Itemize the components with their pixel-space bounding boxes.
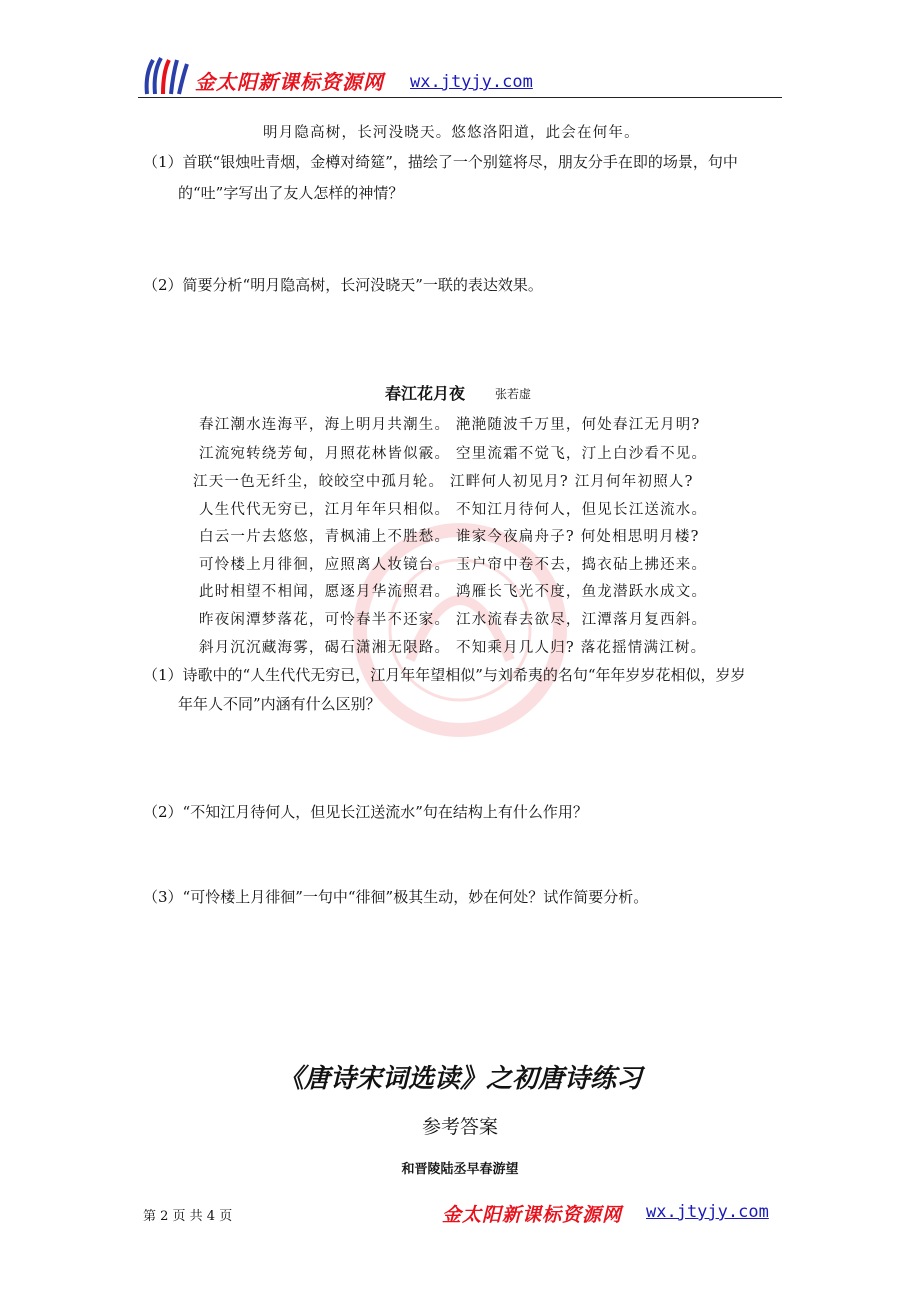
logo-icon — [143, 54, 191, 100]
poem2-line: 江流宛转绕芳甸，月照花林皆似霰。 空里流霜不觉飞，汀上白沙看不见。 — [199, 446, 708, 462]
poem1-last-line: 明月隐高树，长河没晓天。悠悠洛阳道，此会在何年。 — [263, 125, 640, 141]
footer-brand: 金太阳新课标资源网 — [442, 1204, 623, 1226]
poem2-line: 此时相望不相闻，愿逐月华流照君。 鸿雁长飞光不度，鱼龙潜跃水成文。 — [199, 584, 708, 600]
poem1-question-1-line1: （1）首联“银烛吐青烟，金樽对绮筵”，描绘了一个别筵将尽，朋友分手在即的场景，句中 — [143, 153, 738, 171]
poem2-question-3: （3）“可怜楼上月徘徊”一句中“徘徊”极其生动，妙在何处？试作简要分析。 — [143, 888, 649, 906]
poem2-line: 人生代代无穷已，江月年年只相似。 不知江月待何人，但见长江送流水。 — [199, 502, 708, 518]
header-divider — [138, 97, 782, 98]
poem2-question-1-line1: （1）诗歌中的“人生代代无穷已，江月年年望相似”与刘希夷的名句“年年岁岁花相似，岁岁 — [143, 666, 746, 684]
footer-site-link[interactable]: wx.jtyjy.com — [646, 1202, 769, 1222]
poem2-line: 江天一色无纤尘，皎皎空中孤月轮。 江畔何人初见月? 江月何年初照人? — [193, 474, 694, 490]
poem2-line: 斜月沉沉藏海雾，碣石潇湘无限路。 不知乘月几人归? 落花摇情满江树。 — [199, 640, 707, 656]
poem2-line: 春江潮水连海平，海上明月共潮生。 滟滟随波千万里，何处春江无月明? — [199, 417, 701, 433]
header-brand: 金太阳新课标资源网 — [195, 70, 384, 94]
page-number: 第 2 页 共 4 页 — [143, 1209, 233, 1224]
header-site-link[interactable]: wx.jtyjy.com — [410, 72, 533, 92]
poem2-line: 昨夜闲潭梦落花，可怜春半不还家。 江水流春去欲尽，江潭落月复西斜。 — [199, 612, 708, 628]
answer-heading: 参考答案 — [421, 1116, 498, 1138]
poem2-line: 可怜楼上月徘徊，应照离人妆镜台。 玉户帘中卷不去，捣衣砧上拂还来。 — [199, 557, 708, 573]
answer-subheading: 和晋陵陆丞早春游望 — [401, 1162, 519, 1177]
section-title: 《唐诗宋词选读》之初唐诗练习 — [277, 1064, 642, 1094]
poem1-question-1-line2: 的“吐”字写出了友人怎样的神情？ — [178, 184, 404, 202]
poem2-author: 张若虚 — [495, 387, 532, 401]
poem1-question-2: （2）简要分析“明月隐高树，长河没晓天”一联的表达效果。 — [143, 276, 543, 294]
poem2-title: 春江花月夜 — [385, 384, 466, 403]
poem2-question-2: （2）“不知江月待何人，但见长江送流水”句在结构上有什么作用？ — [143, 803, 588, 821]
poem2-line: 白云一片去悠悠，青枫浦上不胜愁。 谁家今夜扁舟子? 何处相思明月楼? — [199, 529, 700, 545]
poem2-question-1-line2: 年年人不同”内涵有什么区别？ — [178, 695, 381, 713]
